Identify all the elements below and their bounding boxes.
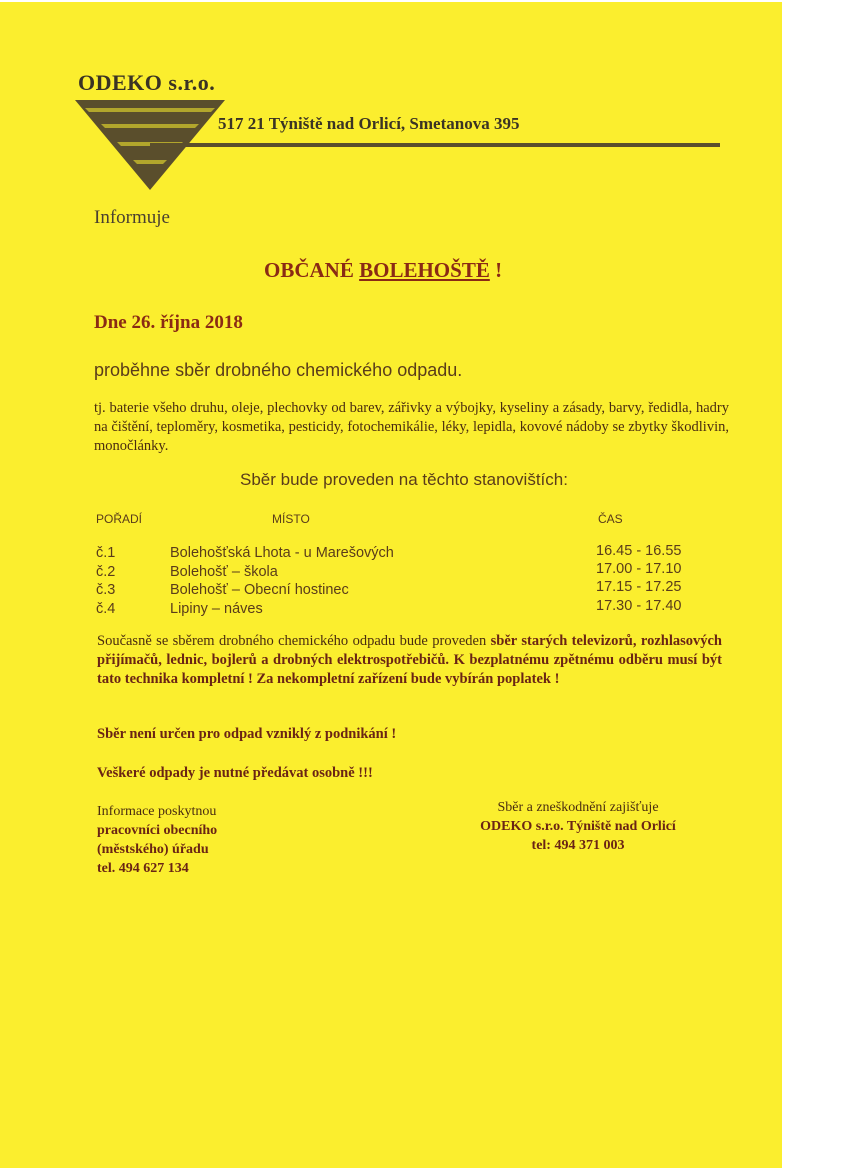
header-rule <box>150 143 720 147</box>
business-waste-note: Sběr není určen pro odpad vzniklý z podnikání ! <box>97 726 397 742</box>
accepted-items-text: tj. baterie všeho druhu, oleje, plechovky od barev, zářivky a výbojky, kyseliny a zásady, barvy, ředidla, hadry na čištění, teploměry, kosmetika, pesticidy, fotochemikálie, léky, lepidla, kovové nádoby se zbytky škodlivin, monočlánky. <box>94 400 729 454</box>
company-address: 517 21 Týniště nad Orlicí, Smetanova 395 <box>218 114 520 133</box>
row-order: č.3 <box>96 582 116 598</box>
info-left-phone: tel. 494 627 134 <box>97 861 189 876</box>
column-header-time: ČAS <box>598 512 623 526</box>
intro-text: proběhne sběr drobného chemického odpadu. <box>94 360 463 380</box>
column-header-order: POŘADÍ <box>96 512 143 526</box>
info-left-line1: Informace poskytnou <box>97 804 217 819</box>
row-order: č.2 <box>96 564 116 580</box>
info-right-line2: ODEKO s.r.o. Týniště nad Orlicí <box>480 819 676 834</box>
places-title: Sběr bude proveden na těchto stanovištích: <box>240 470 568 489</box>
info-right <box>448 798 708 855</box>
personal-handover-note: Veškeré odpady je nutné předávat osobně !!! <box>97 765 373 781</box>
row-place: Lipiny – náves <box>170 601 263 617</box>
row-time: 17.30 - 17.40 <box>596 598 682 614</box>
info-left-line3: (městského) úřadu <box>97 842 209 857</box>
electronics-notice <box>97 632 722 689</box>
info-left-line2: pracovníci obecního <box>97 823 218 838</box>
headline-place: BOLEHOŠTĚ <box>359 258 490 282</box>
row-place: Bolehošť – Obecní hostinec <box>170 582 349 598</box>
row-time: 17.00 - 17.10 <box>596 561 682 577</box>
headline-prefix: OBČANÉ <box>264 258 360 282</box>
info-left <box>97 802 217 878</box>
notice-bold: sběr starých televizorů, rozhlasových přijímačů, lednic, bojlerů a drobných elektrospotřebičů. K bezplatnému zpětnému odběru musí být tato technika kompletní ! Za nekompletní zařízení bude vybírán poplatek ! <box>97 633 722 687</box>
info-right-line1: Sběr a zneškodnění zajišťuje <box>497 800 659 815</box>
row-order: č.4 <box>96 601 116 617</box>
event-date: Dne 26. října 2018 <box>94 312 243 333</box>
informs-label: Informuje <box>94 207 170 228</box>
row-place: Bolehošťská Lhota - u Marešových <box>170 545 394 561</box>
notice-lead: Současně se sběrem drobného chemického odpadu bude proveden <box>97 633 491 649</box>
info-right-phone: tel: 494 371 003 <box>531 838 625 853</box>
headline <box>264 258 502 283</box>
headline-suffix: ! <box>489 258 503 282</box>
row-time: 16.45 - 16.55 <box>596 543 682 559</box>
column-header-place: MÍSTO <box>272 512 310 526</box>
row-time: 17.15 - 17.25 <box>596 579 682 595</box>
row-place: Bolehošť – škola <box>170 564 278 580</box>
flyer-sheet <box>0 2 782 1168</box>
company-name: ODEKO s.r.o. <box>78 70 216 95</box>
row-order: č.1 <box>96 545 116 561</box>
